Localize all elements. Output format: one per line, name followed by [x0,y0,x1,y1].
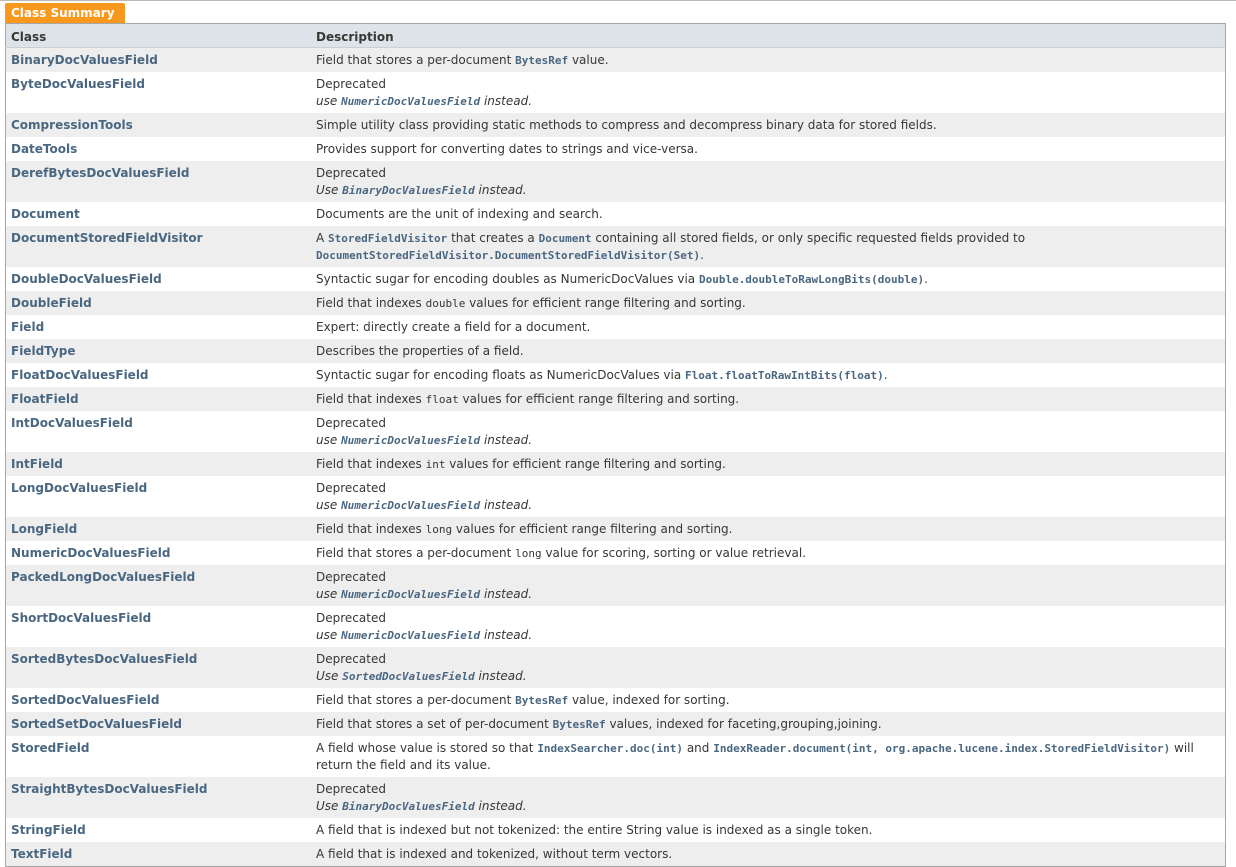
description-cell [311,565,1226,606]
deprecation-note [316,432,1220,449]
description-text: value, indexed for sorting. [568,693,730,707]
top-divider [0,0,1236,1]
description-text: instead. [480,587,533,601]
description-text: instead. [480,433,533,447]
description-text: instead. [474,183,527,197]
description-text: values for efficient range filtering and sorting. [465,296,746,310]
class-link[interactable]: DoubleField [11,296,92,310]
class-link[interactable]: SortedDocValuesField [11,693,160,707]
class-link[interactable]: ByteDocValuesField [11,77,145,91]
code-link[interactable]: IndexSearcher.doc(int) [537,742,684,755]
description-text: Field that stores a per-document [316,53,516,67]
class-link[interactable]: DateTools [11,142,78,156]
description-text: use [316,94,342,108]
table-row [6,315,1226,339]
class-cell [6,267,312,291]
description-text: values, indexed for faceting,grouping,joining. [605,717,882,731]
description-text: instead. [480,94,533,108]
deprecation-note [316,497,1220,514]
class-link[interactable]: CompressionTools [11,118,133,132]
description-text: Use [316,669,343,683]
description-cell [311,267,1226,291]
description-cell [311,606,1226,647]
class-link[interactable]: StoredField [11,741,90,755]
description-text: and [683,741,714,755]
table-row [6,411,1226,452]
table-row [6,777,1226,818]
description-text: values for efficient range filtering and sorting. [458,392,740,406]
description-column-header: Description [311,24,1226,48]
class-cell [6,452,312,476]
table-row [6,842,1226,867]
class-link[interactable]: DoubleDocValuesField [11,272,162,286]
table-row [6,541,1226,565]
class-link[interactable]: LongDocValuesField [11,481,148,495]
description-text: use [316,628,342,642]
deprecated-label: Deprecated [316,416,386,430]
class-cell [6,363,312,387]
description-text: Field that stores a per-document [316,546,516,560]
description-text: instead. [474,799,527,813]
class-cell [6,647,312,688]
description-text: A field whose value is stored so that [316,741,538,755]
code-text: int [425,458,446,471]
description-cell [311,113,1226,137]
code-link[interactable]: StoredFieldVisitor [328,232,448,245]
class-link[interactable]: BinaryDocValuesField [11,53,158,67]
deprecated-label: Deprecated [316,166,386,180]
description-text: Syntactic sugar for encoding doubles as NumericDocValues via [316,272,699,286]
code-link[interactable]: Float.floatToRawIntBits(float) [685,369,884,382]
description-text: use [316,587,342,601]
class-link[interactable]: Field [11,320,45,334]
class-link[interactable]: PackedLongDocValuesField [11,570,196,584]
class-link[interactable]: SortedBytesDocValuesField [11,652,198,666]
code-link[interactable]: Document [538,232,592,245]
code-link[interactable]: NumericDocValuesField [341,95,481,108]
description-cell [311,226,1226,267]
deprecated-label: Deprecated [316,652,386,666]
code-link[interactable]: Double.doubleToRawLongBits(double) [698,273,925,286]
description-cell [311,736,1226,777]
description-cell [311,541,1226,565]
table-row [6,267,1226,291]
class-link[interactable]: TextField [11,847,73,861]
class-cell [6,113,312,137]
class-cell [6,842,312,867]
description-text: A field that is indexed and tokenized, without term vectors. [316,847,673,861]
code-link[interactable]: NumericDocValuesField [341,588,481,601]
class-cell [6,291,312,315]
deprecation-note [316,627,1220,644]
code-text: long [515,547,542,560]
class-cell [6,688,312,712]
class-cell [6,226,312,267]
description-cell [311,339,1226,363]
description-text: value for scoring, sorting or value retrieval. [541,546,806,560]
description-cell [311,387,1226,411]
class-cell [6,736,312,777]
class-cell [6,387,312,411]
class-link[interactable]: DocumentStoredFieldVisitor [11,231,203,245]
description-cell [311,48,1226,73]
code-text: double [425,297,466,310]
class-link[interactable]: NumericDocValuesField [11,546,171,560]
description-text: containing all stored fields, or only specific requested fields provided to [591,231,1026,245]
class-link[interactable]: Document [11,207,80,221]
class-cell [6,476,312,517]
description-text: value. [568,53,609,67]
description-text: Syntactic sugar for encoding floats as NumericDocValues via [316,368,686,382]
class-link[interactable]: StraightBytesDocValuesField [11,782,208,796]
code-text: long [425,523,453,536]
description-cell [311,842,1226,867]
code-link[interactable]: BinaryDocValuesField [342,800,475,813]
class-link[interactable]: IntDocValuesField [11,416,133,430]
table-row [6,48,1226,73]
description-cell [311,712,1226,736]
description-cell [311,161,1226,202]
table-row [6,137,1226,161]
description-text: Simple utility class providing static methods to compress and decompress binary data for stored fields. [316,118,937,132]
description-cell [311,411,1226,452]
description-cell [311,517,1226,541]
class-column-header: Class [6,24,312,48]
table-row [6,517,1226,541]
code-link[interactable]: IndexReader.document(int, org.apache.lucene.index.StoredFieldVisitor) [713,742,1171,755]
description-cell [311,72,1226,113]
description-text: Expert: directly create a field for a document. [316,320,591,334]
description-cell [311,202,1226,226]
deprecation-note [316,586,1220,603]
table-row [6,688,1226,712]
table-row [6,452,1226,476]
class-summary-caption: Class Summary [5,3,125,23]
class-link[interactable]: FieldType [11,344,76,358]
class-cell [6,202,312,226]
class-cell [6,777,312,818]
description-cell [311,777,1226,818]
table-row [6,363,1226,387]
description-cell [311,315,1226,339]
table-row [6,161,1226,202]
class-cell [6,565,312,606]
description-text: instead. [474,669,527,683]
table-row [6,226,1226,267]
description-text: Field that indexes [316,522,426,536]
code-link[interactable]: BytesRef [515,54,569,67]
description-text: Documents are the unit of indexing and search. [316,207,603,221]
class-cell [6,517,312,541]
description-text: values for efficient range filtering and sorting. [445,457,726,471]
class-cell [6,411,312,452]
deprecated-label: Deprecated [316,611,386,625]
description-text: instead. [480,628,533,642]
table-row [6,736,1226,777]
description-text: Field that stores a per-document [316,693,516,707]
description-text: . [924,272,928,286]
description-text: . [700,248,704,262]
description-text: Use [316,183,343,197]
table-row [6,113,1226,137]
table-row [6,291,1226,315]
class-cell [6,712,312,736]
class-link[interactable]: FloatField [11,392,79,406]
class-cell [6,161,312,202]
table-row [6,712,1226,736]
description-text: use [316,498,342,512]
description-text: Field that indexes [316,457,426,471]
code-link[interactable]: BinaryDocValuesField [342,184,475,197]
class-link[interactable]: StringField [11,823,86,837]
table-row [6,72,1226,113]
description-cell [311,818,1226,842]
description-text: Field that indexes [316,392,426,406]
description-text: instead. [480,498,533,512]
description-cell [311,137,1226,161]
description-text: Describes the properties of a field. [316,344,524,358]
description-text: . [883,368,888,382]
description-text: Provides support for converting dates to strings and vice-versa. [316,142,698,156]
class-cell [6,606,312,647]
class-cell [6,541,312,565]
description-text: Use [316,799,343,813]
class-cell [6,339,312,363]
description-text: Field that indexes [316,296,426,310]
class-link[interactable]: LongField [11,522,78,536]
description-cell [311,291,1226,315]
deprecated-label: Deprecated [316,481,386,495]
class-cell [6,818,312,842]
class-cell [6,48,312,73]
description-cell [311,647,1226,688]
deprecation-note [316,668,1220,685]
code-link[interactable]: NumericDocValuesField [341,434,481,447]
deprecated-label: Deprecated [316,570,386,584]
code-link[interactable]: NumericDocValuesField [341,499,481,512]
class-link[interactable]: DerefBytesDocValuesField [11,166,190,180]
code-link[interactable]: DocumentStoredFieldVisitor.DocumentStoredFieldVisitor(Set) [316,249,701,262]
table-header-row [6,24,1226,48]
class-link[interactable]: IntField [11,457,63,471]
table-row [6,606,1226,647]
code-link[interactable]: BytesRef [515,694,569,707]
description-text: values for efficient range filtering and sorting. [452,522,733,536]
class-summary-table [5,23,1226,867]
description-cell [311,688,1226,712]
description-cell [311,363,1226,387]
table-row [6,202,1226,226]
description-text: A field that is indexed but not tokenized: the entire String value is indexed as a single token. [316,823,873,837]
table-body [6,48,1226,867]
deprecated-label: Deprecated [316,77,386,91]
table-row [6,387,1226,411]
code-link[interactable]: BytesRef [552,718,606,731]
code-link[interactable]: NumericDocValuesField [341,629,481,642]
description-text: will return the field and its value. [316,741,1194,772]
deprecated-label: Deprecated [316,782,386,796]
code-text: float [425,393,459,406]
code-link[interactable]: SortedDocValuesField [342,670,475,683]
class-link[interactable]: FloatDocValuesField [11,368,149,382]
table-row [6,339,1226,363]
description-text: that creates a [447,231,539,245]
table-row [6,476,1226,517]
description-text: A [316,231,329,245]
class-cell [6,315,312,339]
deprecation-note [316,182,1220,199]
description-text: use [316,433,342,447]
table-row [6,565,1226,606]
class-cell [6,137,312,161]
deprecation-note [316,93,1220,110]
description-text: Field that stores a set of per-document [316,717,553,731]
deprecation-note [316,798,1220,815]
class-cell [6,72,312,113]
description-cell [311,476,1226,517]
class-link[interactable]: ShortDocValuesField [11,611,152,625]
table-row [6,818,1226,842]
description-cell [311,452,1226,476]
table-row [6,647,1226,688]
class-link[interactable]: SortedSetDocValuesField [11,717,182,731]
